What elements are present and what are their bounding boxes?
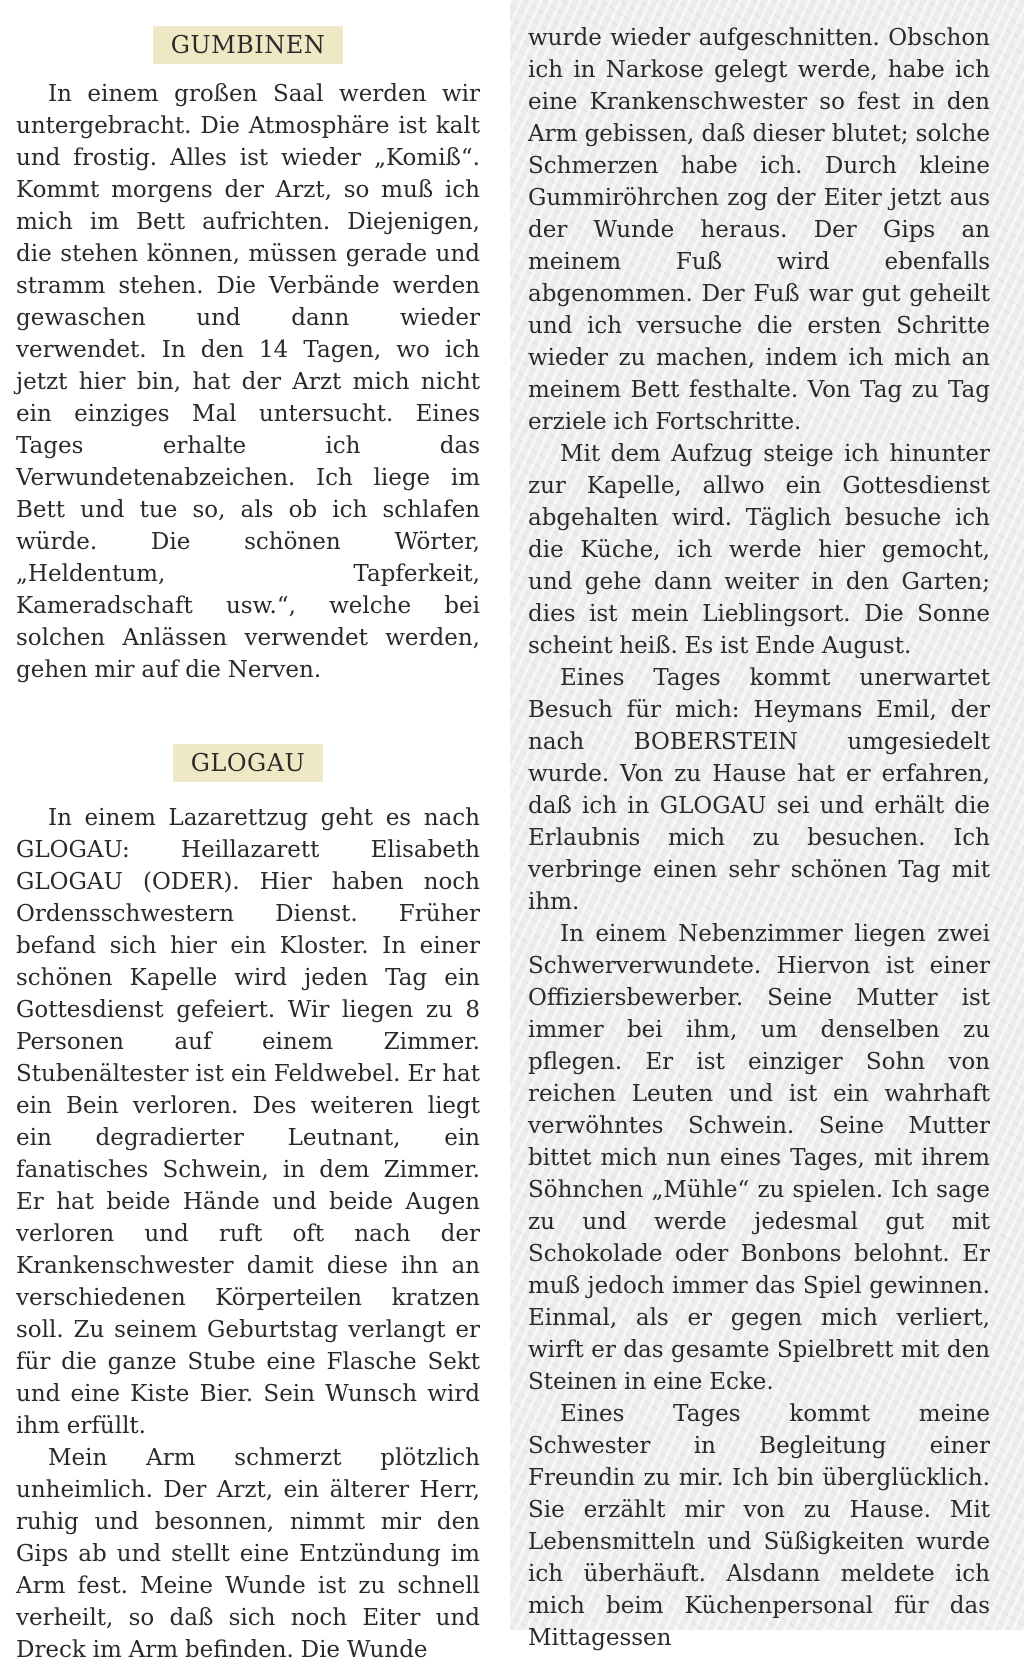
paragraph-schwester: Eines Tages kommt meine Schwester in Begleitung einer Freundin zu mir. Ich bin überglücklich. Sie erzählt mir von zu Hause. Mit Lebensmitteln und Süßigkeiten wurde ich überhäuft. Alsdann meldete ich mich beim Küchenpersonal für das Mittagessen	[528, 1401, 990, 1651]
paragraph-glogau-2: Mein Arm schmerzt plötzlich unheimlich. Der Arzt, ein älterer Herr, ruhig und besonnen, nimmt mir den Gips ab und stellt eine Entzündung im Arm fest. Meine Wunde ist zu schnell verheilt, so daß sich noch Eiter und Dreck im Arm befinden. Die Wunde	[16, 1445, 480, 1663]
paragraph-besuch: Eines Tages kommt unerwartet Besuch für mich: Heymans Emil, der nach BOBERSTEIN umgesiedelt wurde. Von zu Hause hat er erfahren, daß ich in GLOGAU sei und erhält die Erlaubnis mich zu besuchen. Ich verbringe einen sehr schönen Tag mit ihm.	[528, 665, 990, 915]
right-column	[510, 0, 1024, 1651]
heading-gumbinen-wrap	[16, 26, 480, 64]
section-heading-gumbinen: GUMBINEN	[153, 26, 344, 64]
paragraph-kapelle: Mit dem Aufzug steige ich hinunter zur Kapelle, allwo ein Gottesdienst abgehalten wird. Täglich besuche ich die Küche, ich werde hier gemocht, und gehe dann weiter in den Garten; dies ist mein Lieblingsort. Die Sonne scheint heiß. Es ist Ende August.	[528, 441, 990, 659]
paragraph-continued: wurde wieder aufgeschnitten. Obschon ich in Narkose gelegt werde, habe ich eine Krankenschwester so fest in den Arm gebissen, daß dieser blutet; solche Schmerzen habe ich. Durch kleine Gummiröhrchen zog der Eiter jetzt aus der Wunde heraus. Der Gips an meinem Fuß wird ebenfalls abgenommen. Der Fuß war gut geheilt und ich versuche die ersten Schritte wieder zu machen, indem ich mich an meinem Bett festhalte. Von Tag zu Tag erziele ich Fortschritte.	[528, 25, 990, 435]
paragraph-gumbinen: In einem großen Saal werden wir untergebracht. Die Atmosphäre ist kalt und frostig. Alles ist wieder „Komiß“. Kommt morgens der Arzt, so muß ich mich im Bett aufrichten. Diejenigen, die stehen können, müssen gerade und stramm stehen. Die Verbände werden gewaschen und dann wieder verwendet. In den 14 Tagen, wo ich jetzt hier bin, hat der Arzt mich nicht ein einziges Mal untersucht. Eines Tages erhalte ich das Verwundetenabzeichen. Ich liege im Bett und tue so, als ob ich schlafen würde. Die schönen Wörter, „Heldentum, Tapferkeit, Kameradschaft usw.“, welche bei solchen Anlässen verwendet werden, gehen mir auf die Nerven.	[16, 81, 480, 683]
heading-glogau-wrap	[16, 744, 480, 782]
paragraph-glogau-1: In einem Lazarettzug geht es nach GLOGAU: Heillazarett Elisabeth GLOGAU (ODER). Hier haben noch Ordensschwestern Dienst. Früher befand sich hier ein Kloster. In einer schönen Kapelle wird jeden Tag ein Gottesdienst gefeiert. Wir liegen zu 8 Personen auf einem Zimmer. Stubenältester ist ein Feldwebel. Er hat ein Bein verloren. Des weiteren liegt ein degradierter Leutnant, ein fanatisches Schwein, in dem Zimmer. Er hat beide Hände und beide Augen verloren und ruft oft nach der Krankenschwester damit diese ihn an verschiedenen Körperteilen kratzen soll. Zu seinem Geburtstag verlangt er für die ganze Stube eine Flasche Sekt und eine Kiste Bier. Sein Wunsch wird ihm erfüllt.	[16, 805, 480, 1439]
section-heading-glogau: GLOGAU	[173, 744, 324, 782]
left-column	[0, 0, 510, 1663]
paragraph-nebenzimmer: In einem Nebenzimmer liegen zwei Schwerverwundete. Hiervon ist einer Offiziersbewerber. Seine Mutter ist immer bei ihm, um denselben zu pflegen. Er ist einziger Sohn von reichen Leuten und ist ein wahrhaft verwöhntes Schwein. Seine Mutter bittet mich nun eines Tages, mit ihrem Söhnchen „Mühle“ zu spielen. Ich sage zu und werde jedesmal gut mit Schokolade oder Bonbons belohnt. Er muß jedoch immer das Spiel gewinnen. Einmal, als er gegen mich verliert, wirft er das gesamte Spielbrett mit den Steinen in eine Ecke.	[528, 921, 990, 1395]
